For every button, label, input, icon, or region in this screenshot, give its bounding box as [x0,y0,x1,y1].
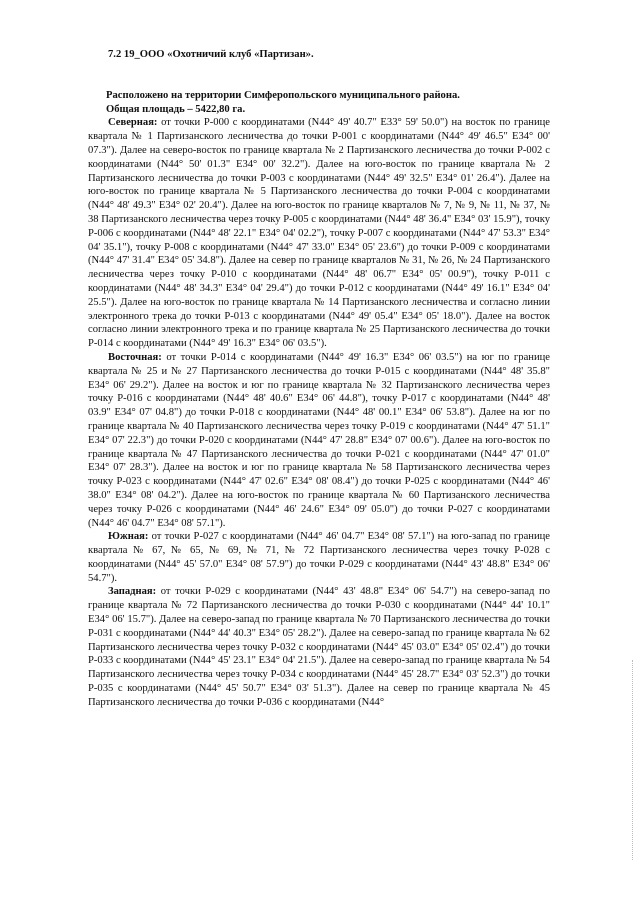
boundary-west [88,585,550,709]
boundary-text: от точки Р-027 с координатами (N44° 46' 04.7" E34° 08' 57.1") на юго-запад по границе квартала № 67, № 65, № 69, № 71, № 72 Партизанского лесничества через точку Р-028 с координатами (N44° 45' 57.0" E34° 08' 57.9") до точки Р-029 с координатами (N44° 43' 48.8" E34° 06' 54.7"). [88,531,550,584]
location-statement: Расположено на территории Симферопольского муниципального района. [106,89,460,101]
boundary-east [88,351,550,530]
boundary-north [88,116,550,351]
boundary-label: Восточная: [108,351,162,363]
boundary-label: Северная: [108,117,158,129]
boundary-text: от точки Р-000 с координатами (N44° 49' 40.7" E33° 59' 50.0") на восток по границе квартала № 1 Партизанского лесничества до точки Р-001 с координатами (N44° 49' 46.5" E34° 00' 07.3"). Далее на северо-восток по границе квартала № 2 Партизанского лесничества до точки Р-002 с координатами (N44° 50' 01.3" E34° 00' 32.2"). Далее на юго-восток по границе квартала № 2 Партизанского лесничества до точки Р-003 с координатами (N44° 49' 32.5" E34° 01' 26.4"). Далее на юго-восток по границе квартала № 5 Партизанского лесничества до точки Р-004 с координатами (N44° 48' 49.3" E34° 02' 20.4"). Далее на юго-восток по границе кварталов № 7, № 9, № 11, № 37, № 38 Партизанского лесничества через точку Р-005 с координатами (N44° 48' 36.4" E34° 03' 15.9"), точку Р-006 с координатами (N44° 48' 22.1" E34° 04' 02.2"), точку Р-007 с координатами (N44° 47' 53.3" E34° 04' 35.1"), точку Р-008 с координатами (N44° 47' 33.0" E34° 05' 23.6") до точки Р-009 с координатами (N44° 47' 31.4" E34° 05' 34.8"). Далее на север по границе кварталов № 31, № 26, № 24 Партизанского лесничества через точку Р-010 с координатами (N44° 48' 06.7" E34° 05' 00.9"), точку Р-011 с координатами (N44° 48' 34.3" E34° 04' 29.4") до точки Р-012 с координатами (N44° 49' 16.1" E34° 04' 25.5"). Далее на юго-восток по границе квартала № 14 Партизанского лесничества и согласно линии электронного трека до точки Р-013 с координатами (N44° 49' 05.4" E34° 05' 18.0"). Далее на восток согласно линии электронного трека и по границе квартала № 25 Партизанского лесничества до точки Р-014 с координатами (N44° 49' 16.3" E34° 06' 03.5"). [88,117,550,350]
scan-edge-marks [632,660,635,860]
section-heading: 7.2 19_ООО «Охотничий клуб «Партизан». [108,49,314,60]
boundary-label: Западная: [108,586,157,598]
boundary-label: Южная: [108,531,149,543]
total-area: Общая площадь – 5422,80 га. [106,103,246,115]
document-page [88,48,550,710]
boundary-text: от точки Р-029 с координатами (N44° 43' 48.8" E34° 06' 54.7") на северо-запад по границе квартала № 72 Партизанского лесничества до точки Р-030 с координатами (N44° 44' 10.1" E34° 06' 15.7"). Далее на северо-запад по границе квартала № 70 Партизанского лесничества до точки Р-031 с координатами (N44° 44' 40.3" E34° 05' 28.2"). Далее на северо-запад по границе квартала № 62 Партизанского лесничества через точку Р-032 с координатами (N44° 45' 03.0" E34° 05' 02.4") до точки Р-033 с координатами (N44° 45' 23.1" E34° 04' 21.5"). Далее на северо-запад по границе квартала № 54 Партизанского лесничества через точку Р-034 с координатами (N44° 45' 28.7" E34° 03' 52.3") до точки Р-035 с координатами (N44° 45' 50.7" E34° 03' 51.3"). Далее на север по границе квартала № 45 Партизанского лесничества до точки Р-036 с координатами (N44° [88,586,550,708]
boundary-text: от точки Р-014 с координатами (N44° 49' 16.3" E34° 06' 03.5") на юг по границе квартала № 25 и № 27 Партизанского лесничества до точки Р-015 с координатами (N44° 48' 35.8" E34° 06' 29.2"). Далее на восток и юг по границе квартала № 32 Партизанского лесничества через точку Р-016 с координатами (N44° 48' 40.6" E34° 06' 44.8"), точку Р-017 с координатами (N44° 48' 03.9" E34° 07' 04.8") до точки Р-018 с координатами (N44° 48' 00.1" E34° 06' 53.8"). Далее на юг по границе квартала № 40 Партизанского лесничества через точку Р-019 с координатами (N44° 47' 51.1" E34° 07' 22.3") до точки Р-020 с координатами (N44° 47' 28.8" E34° 07' 00.6"). Далее на юго-восток по границе квартала № 47 Партизанского лесничества до точки Р-021 с координатами (N44° 47' 01.0" E34° 07' 28.3"). Далее на восток и юг по границе квартала № 58 Партизанского лесничества через точку Р-023 с координатами (N44° 47' 02.6" E34° 08' 08.4") до точки Р-025 с координатами (N44° 46' 38.0" E34° 08' 04.2"). Далее на юго-восток по границе квартала № 60 Партизанского лесничества через точку Р-026 с координатами (N44° 46' 24.6" E34° 09' 05.0") до точки Р-027 с координатами (N44° 46' 04.7" E34° 08' 57.1"). [88,351,550,529]
boundary-south [88,530,550,585]
